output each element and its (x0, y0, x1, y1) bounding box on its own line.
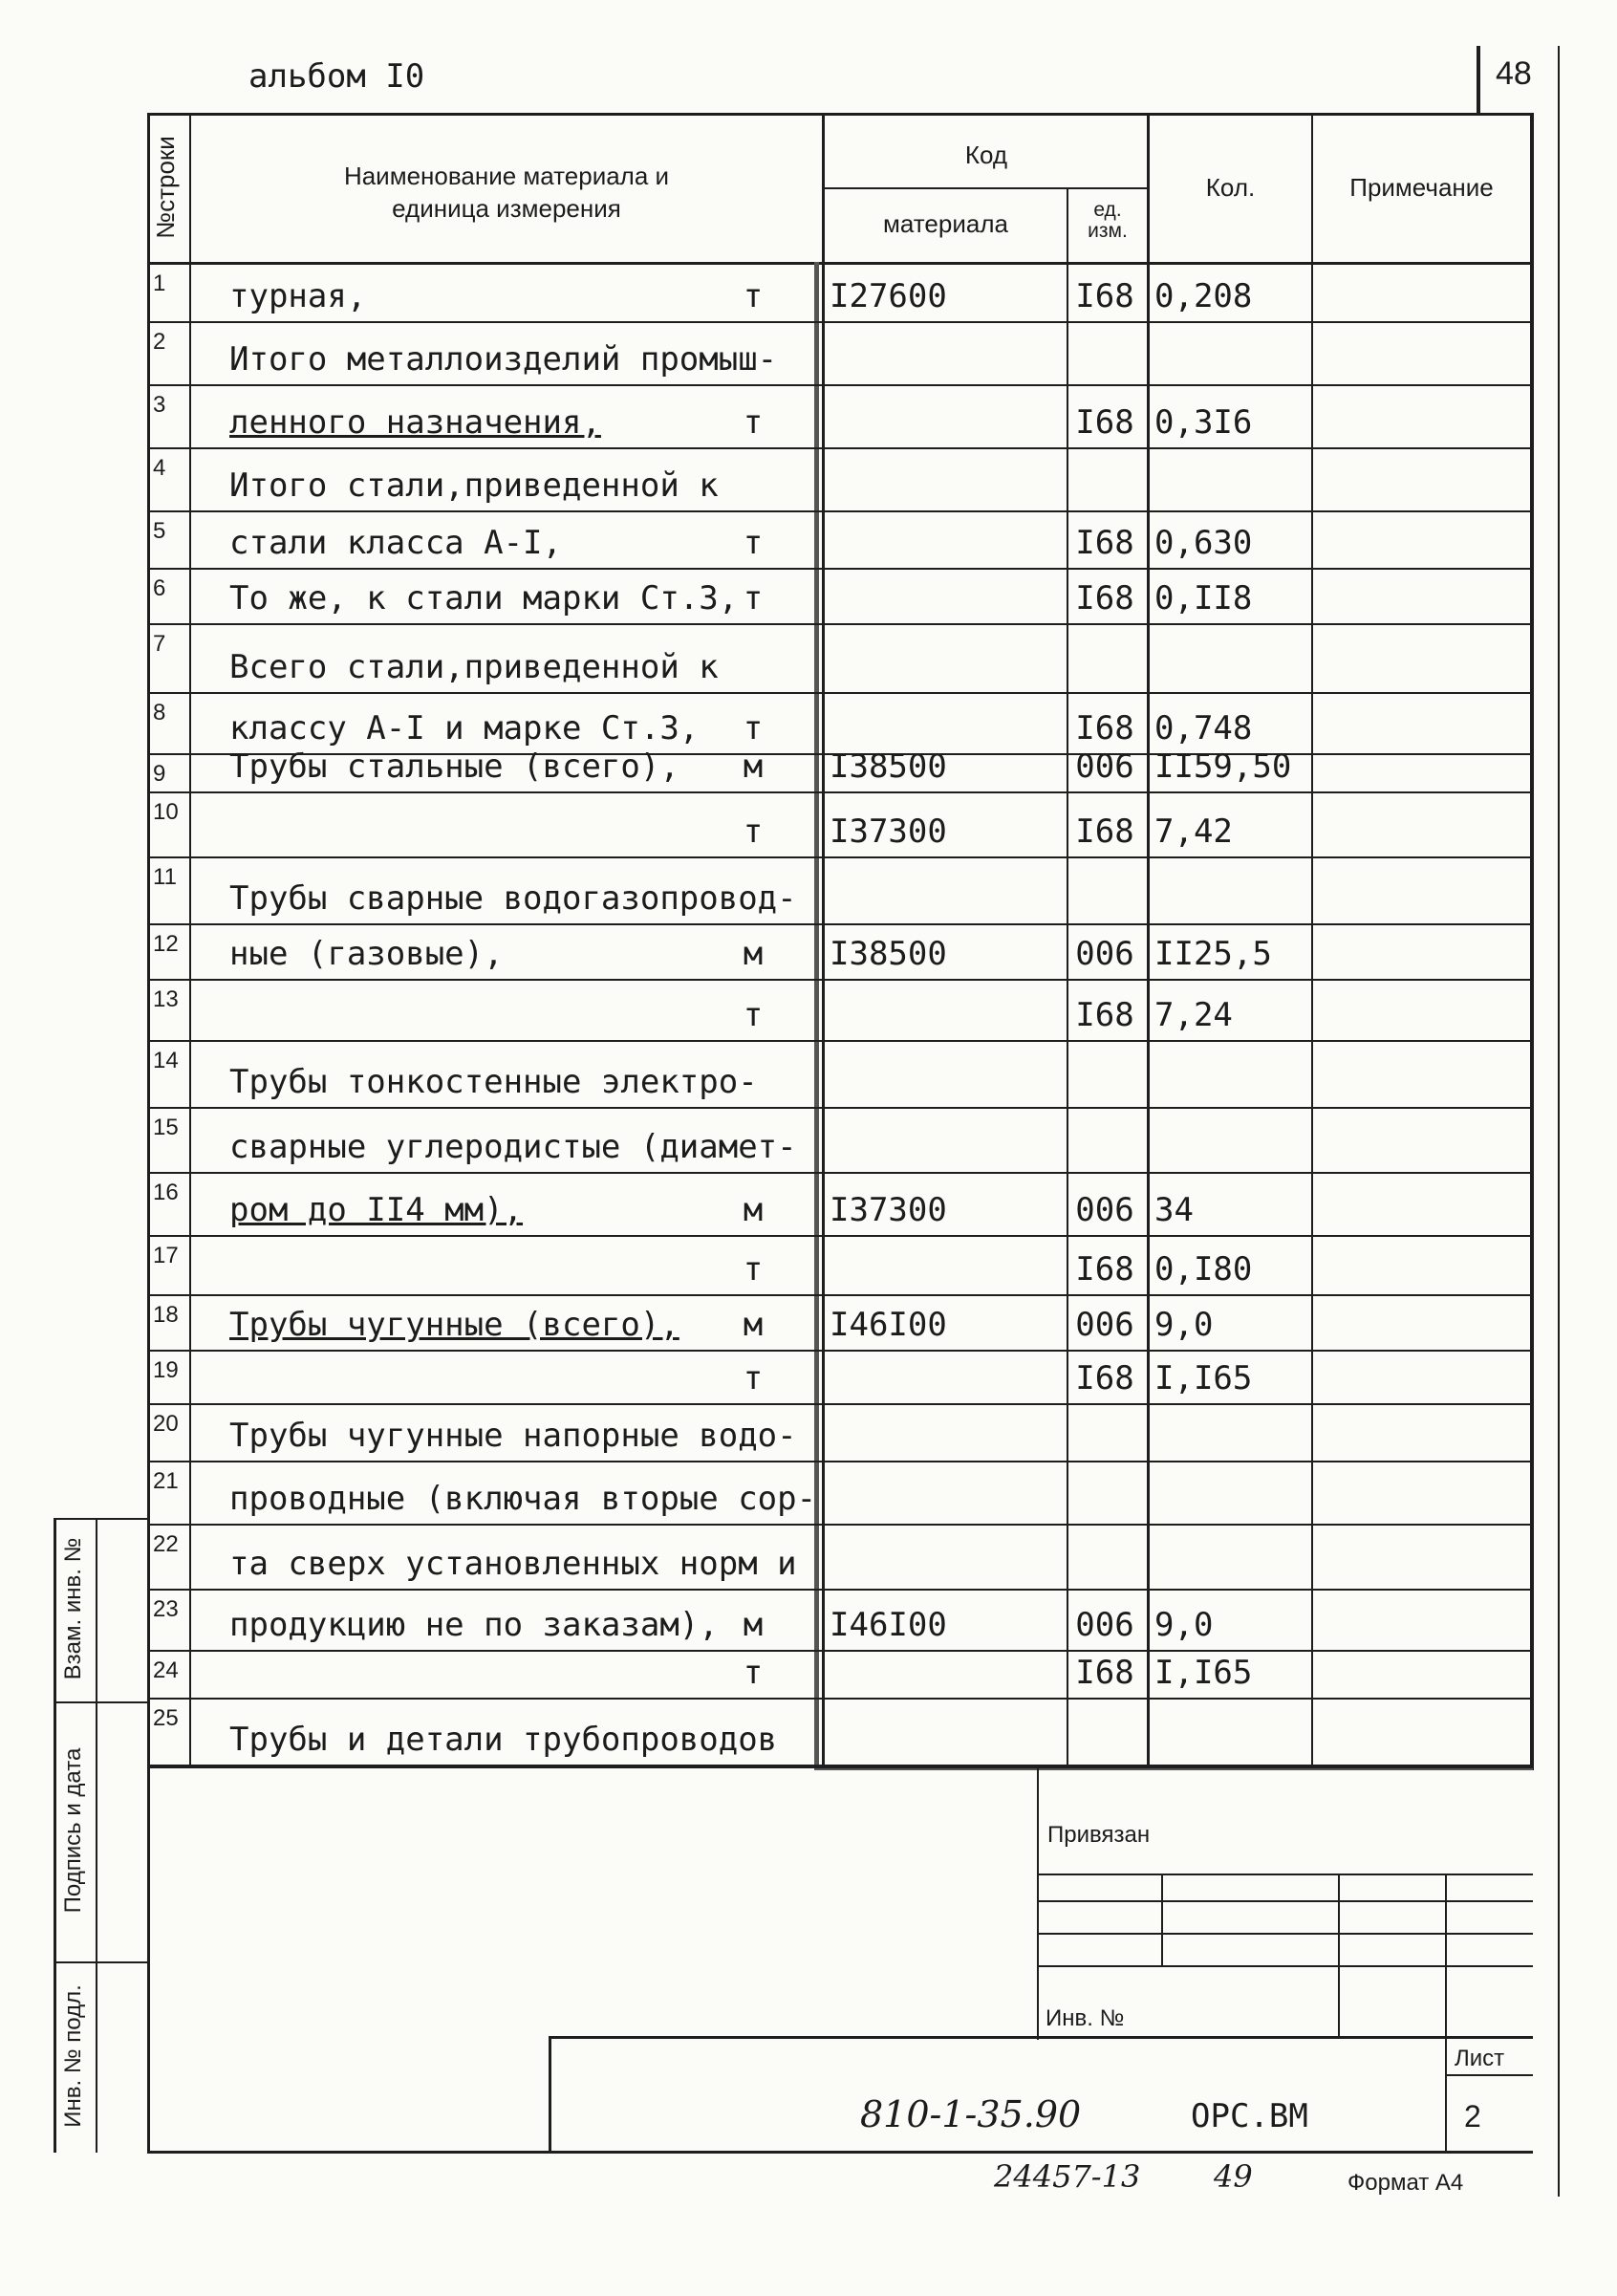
row-quantity: 0,630 (1154, 524, 1253, 562)
header-name-line1: Наименование материала и (343, 162, 670, 190)
row-quantity: I,I65 (1154, 1654, 1253, 1692)
row-divider (147, 510, 1533, 512)
stamp-doc-number: 810-1-35.90 (860, 2093, 1082, 2135)
row-unit-code: I68 (1075, 1250, 1134, 1289)
row-number: 22 (153, 1531, 179, 1557)
row-divider (147, 321, 1533, 323)
row-unit: т (743, 709, 764, 747)
table-right-border (1530, 113, 1534, 1770)
row-number: 12 (153, 931, 179, 957)
stamp-inv-no-label: Инв. № (1046, 2005, 1125, 2031)
row-name: Трубы сварные водогазопровод- (229, 879, 797, 918)
stamp-grid-line (1037, 1900, 1533, 1902)
row-name: стали класса А-I, (229, 524, 562, 562)
row-unit-code: 006 (1075, 1191, 1134, 1229)
table-top-border (147, 113, 1533, 116)
stamp-main-left-line (549, 2036, 551, 2153)
row-number: 19 (153, 1357, 179, 1383)
row-number: 20 (153, 1411, 179, 1437)
row-number: 21 (153, 1468, 179, 1494)
row-divider (147, 692, 1533, 694)
row-unit-code: I68 (1075, 524, 1134, 562)
header-code: Код (964, 141, 1008, 169)
row-unit-code: I68 (1075, 1359, 1134, 1397)
page-number: 48 (1496, 55, 1532, 92)
row-material-code: I27600 (830, 277, 947, 315)
row-name: То же, к стали марки Ст.3, (229, 579, 739, 617)
row-divider (147, 856, 1533, 858)
header-name-line2: единица измерения (392, 194, 621, 223)
side-label-inv-podl: Инв. № подл. (60, 1984, 86, 2128)
row-material-code: I46I00 (830, 1306, 947, 1344)
row-divider (147, 1107, 1533, 1109)
row-unit: т (743, 1359, 764, 1397)
page-number-divider (1477, 46, 1480, 113)
row-unit-code: 006 (1075, 1306, 1134, 1344)
row-material-code: I37300 (830, 812, 947, 851)
row-unit: т (743, 277, 764, 315)
row-number: 3 (153, 392, 166, 418)
row-quantity: 0,II8 (1154, 579, 1253, 617)
row-number: 1 (153, 271, 166, 296)
row-name: Итого металлоизделий промыш- (229, 340, 778, 379)
stamp-sheet-label: Лист (1455, 2046, 1505, 2071)
row-number: 8 (153, 700, 166, 726)
header-row-no: №строки (151, 136, 180, 239)
side-strip-mid (96, 1518, 97, 2153)
row-name: Трубы и детали трубопроводов (229, 1721, 778, 1759)
stamp-doc-code: ОРС.ВМ (1191, 2097, 1308, 2135)
row-divider (147, 979, 1533, 981)
row-unit: т (743, 1250, 764, 1289)
qty-column-line (1147, 113, 1150, 1768)
row-unit-code: 006 (1075, 935, 1134, 973)
row-name: ленного назначения, (229, 403, 601, 442)
row-divider (147, 1235, 1533, 1237)
row-unit: т (743, 403, 764, 442)
stamp-sheet-line (1447, 2074, 1533, 2076)
row-divider (147, 1650, 1533, 1652)
row-name: классу А-I и марке Ст.3, (229, 709, 700, 747)
row-number: 14 (153, 1048, 179, 1073)
row-number: 7 (153, 631, 166, 657)
row-divider (147, 1294, 1533, 1296)
row-name: турная, (229, 277, 367, 315)
row-unit-code: I68 (1075, 1654, 1134, 1692)
header-bottom-line (147, 262, 1533, 265)
row-unit: т (743, 812, 764, 851)
header-note: Примечание (1349, 173, 1494, 202)
stamp-main-top-line (549, 2036, 1533, 2039)
stamp-sheet-number: 2 (1464, 2099, 1481, 2134)
row-name: продукцию не по заказам), (229, 1606, 719, 1644)
row-unit: т (743, 579, 764, 617)
page-bottom-line (147, 2151, 1533, 2154)
row-unit: т (743, 524, 764, 562)
row-divider (147, 1765, 1533, 1766)
row-quantity: II59,50 (1154, 747, 1292, 786)
row-name: та сверх установленных норм и (229, 1545, 797, 1583)
row-number: 2 (153, 329, 166, 355)
stamp-left-line (1037, 1768, 1039, 2040)
row-number: 23 (153, 1596, 179, 1622)
row-unit-code: I68 (1075, 812, 1134, 851)
row-material-code: I38500 (830, 747, 947, 786)
row-number: 4 (153, 455, 166, 481)
row-quantity: I,I65 (1154, 1359, 1253, 1397)
header-code-unit-line1: ед. (1093, 199, 1122, 221)
row-quantity: 0,3I6 (1154, 403, 1253, 442)
table-left-border (147, 113, 150, 2153)
row-unit: м (743, 1191, 764, 1229)
header-code-material: материала (883, 209, 1008, 238)
row-number: 18 (153, 1302, 179, 1328)
row-divider (147, 384, 1533, 386)
row-quantity: 7,42 (1154, 812, 1233, 851)
row-number: 6 (153, 575, 166, 601)
row-number: 13 (153, 986, 179, 1012)
row-divider (147, 1524, 1533, 1526)
row-divider (147, 568, 1533, 570)
album-title: альбом I0 (248, 57, 425, 96)
row-material-code: I37300 (830, 1191, 947, 1229)
row-quantity: 9,0 (1154, 1606, 1214, 1644)
header-quantity: Кол. (1205, 173, 1256, 202)
row-material-code: I38500 (830, 935, 947, 973)
stamp-grid-line (1338, 1874, 1340, 2038)
row-material-code: I46I00 (830, 1606, 947, 1644)
row-name: Трубы чугунные (всего), (229, 1306, 679, 1344)
note-column-line (1311, 113, 1313, 1768)
row-divider (147, 1040, 1533, 1042)
row-number: 5 (153, 518, 166, 544)
row-unit: т (743, 996, 764, 1034)
row-unit: т (743, 1654, 764, 1692)
row-unit-code: 006 (1075, 1606, 1134, 1644)
stamp-grid-line (1037, 1965, 1533, 1967)
row-unit-code: I68 (1075, 277, 1134, 315)
right-edge-line (1558, 46, 1560, 2197)
footer-format: Формат А4 (1348, 2170, 1464, 2196)
row-divider (147, 623, 1533, 625)
row-name: Трубы чугунные напорные водо- (229, 1417, 797, 1455)
row-name: ные (газовые), (229, 935, 504, 973)
stamp-grid-line (1161, 1874, 1163, 1965)
row-divider (147, 1172, 1533, 1174)
row-unit-code: I68 (1075, 996, 1134, 1034)
side-label-signature-date: Подпись и дата (60, 1747, 86, 1914)
stamp-grid-line (1037, 1933, 1533, 1935)
row-divider (147, 1698, 1533, 1700)
row-number: 17 (153, 1243, 179, 1268)
footer-handwritten-page: 49 (1214, 2158, 1253, 2195)
row-unit: м (743, 1306, 764, 1344)
row-name: ром до II4 мм), (229, 1191, 524, 1229)
row-quantity: 34 (1154, 1191, 1194, 1229)
row-unit-code: 006 (1075, 747, 1134, 786)
row-divider (147, 1403, 1533, 1405)
row-unit: м (743, 935, 764, 973)
row-divider (147, 1589, 1533, 1591)
row-name: Всего стали,приведенной к (229, 648, 719, 686)
row-unit: м (743, 1606, 764, 1644)
row-quantity: II25,5 (1154, 935, 1272, 973)
code-column-line (822, 113, 825, 1768)
footer-handwritten-number: 24457-13 (994, 2158, 1141, 2195)
row-name: Трубы тонкостенные электро- (229, 1063, 758, 1101)
stamp-attached-label: Привязан (1047, 1822, 1151, 1848)
row-unit-code: I68 (1075, 579, 1134, 617)
row-divider (147, 1461, 1533, 1462)
row-quantity: 0,748 (1154, 709, 1253, 747)
row-quantity: 7,24 (1154, 996, 1233, 1034)
row-unit-code: I68 (1075, 709, 1134, 747)
row-name: Трубы стальные (всего), (229, 747, 679, 786)
row-unit: м (743, 747, 764, 786)
stamp-grid-line (1037, 1874, 1533, 1875)
row-quantity: 0,I80 (1154, 1250, 1253, 1289)
row-name: Итого стали,приведенной к (229, 466, 719, 505)
code-subheader-line (825, 187, 1150, 189)
row-number: 10 (153, 799, 179, 825)
row-quantity: 0,208 (1154, 277, 1253, 315)
table-bottom-line (147, 1766, 1533, 1768)
side-strip-left (54, 1518, 56, 2153)
row-number: 25 (153, 1705, 179, 1731)
row-number: 24 (153, 1657, 179, 1683)
row-number: 9 (153, 761, 166, 787)
row-quantity: 9,0 (1154, 1306, 1214, 1344)
row-divider (147, 447, 1533, 449)
header-code-unit-line2: изм. (1088, 220, 1128, 242)
row-divider (147, 923, 1533, 925)
row-divider (147, 1350, 1533, 1352)
frame-left (814, 262, 819, 1768)
row-name: сварные углеродистые (диамет- (229, 1128, 797, 1166)
row-number: 11 (153, 864, 177, 890)
row-unit-code: I68 (1075, 403, 1134, 442)
row-number: 15 (153, 1115, 179, 1140)
stamp-grid-line (1445, 1874, 1447, 2151)
row-divider (147, 791, 1533, 793)
row-number: 16 (153, 1180, 179, 1205)
row-name: проводные (включая вторые сор- (229, 1480, 817, 1518)
side-label-vzam-inv: Взам. инв. № (60, 1537, 86, 1680)
